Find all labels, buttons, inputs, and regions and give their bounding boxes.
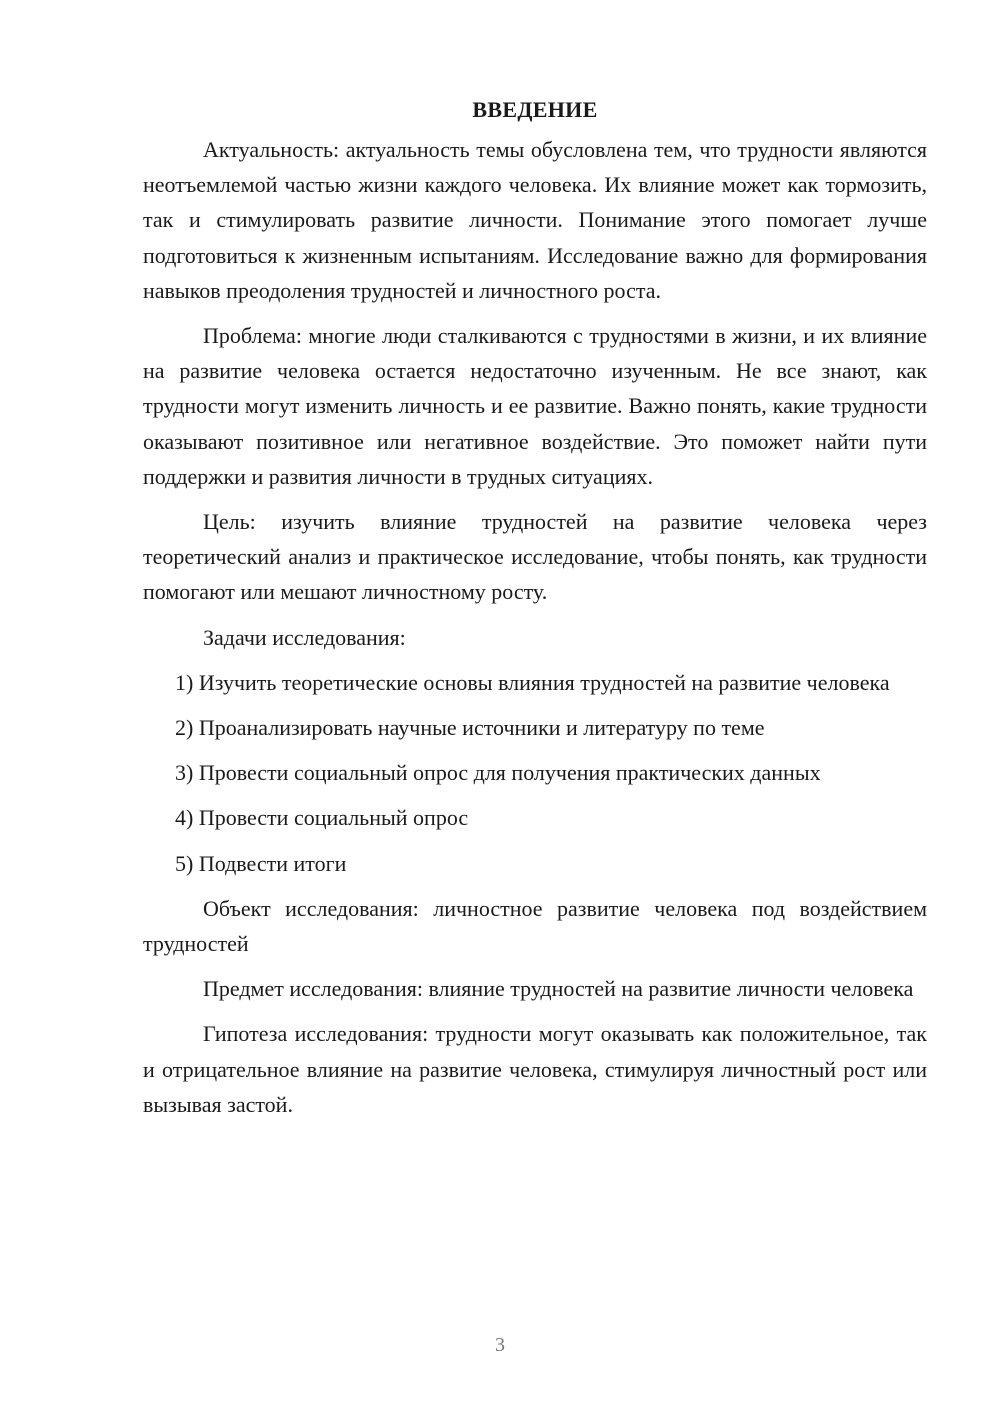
paragraph-problem: Проблема: многие люди сталкиваются с трудностями в жизни, и их влияние на развитие человека остается недостаточно изученным. Не все знают, как трудности могут изменить личность и ее развитие. Важно понять, какие трудности оказывают позитивное или негативное воздействие. Это поможет найти пути поддержки и развития личности в трудных ситуациях. bbox=[143, 323, 927, 489]
list-item-task-3: 3) Провести социальный опрос для получения практических данных bbox=[175, 760, 821, 786]
paragraph-subject: Предмет исследования: влияние трудностей на развитие личности человека bbox=[203, 976, 914, 1002]
list-item-task-4: 4) Провести социальный опрос bbox=[175, 805, 469, 831]
list-item-task-2: 2) Проанализировать научные источники и литературу по теме bbox=[175, 715, 765, 741]
paragraph-hypothesis: Гипотеза исследования: трудности могут оказывать как положительное, так и отрицательное влияние на развитие человека, стимулируя личностный рост или вызывая застой. bbox=[143, 1021, 927, 1117]
paragraph-relevance: Актуальность: актуальность темы обусловлена тем, что трудности являются неотъемлемой частью жизни каждого человека. Их влияние может как тормозить, так и стимулировать развитие личности. Понимание этого помогает лучше подготовиться к жизненным испытаниям. Исследование важно для формирования навыков преодоления трудностей и личностного роста. bbox=[143, 137, 927, 303]
paragraph-goal: Цель: изучить влияние трудностей на развитие человека через теоретический анализ и практическое исследование, чтобы понять, как трудности помогают или мешают личностному росту. bbox=[143, 509, 927, 605]
tasks-heading: Задачи исследования: bbox=[203, 624, 406, 650]
document-page bbox=[143, 88, 927, 1132]
list-item-task-1: 1) Изучить теоретические основы влияния трудностей на развитие человека bbox=[175, 669, 890, 695]
page-title: ВВЕДЕНИЕ bbox=[472, 97, 598, 122]
page-number: 3 bbox=[495, 1334, 505, 1356]
list-item-task-5: 5) Подвести итоги bbox=[175, 850, 347, 876]
paragraph-object: Объект исследования: личностное развитие человека под воздействием трудностей bbox=[143, 895, 927, 957]
